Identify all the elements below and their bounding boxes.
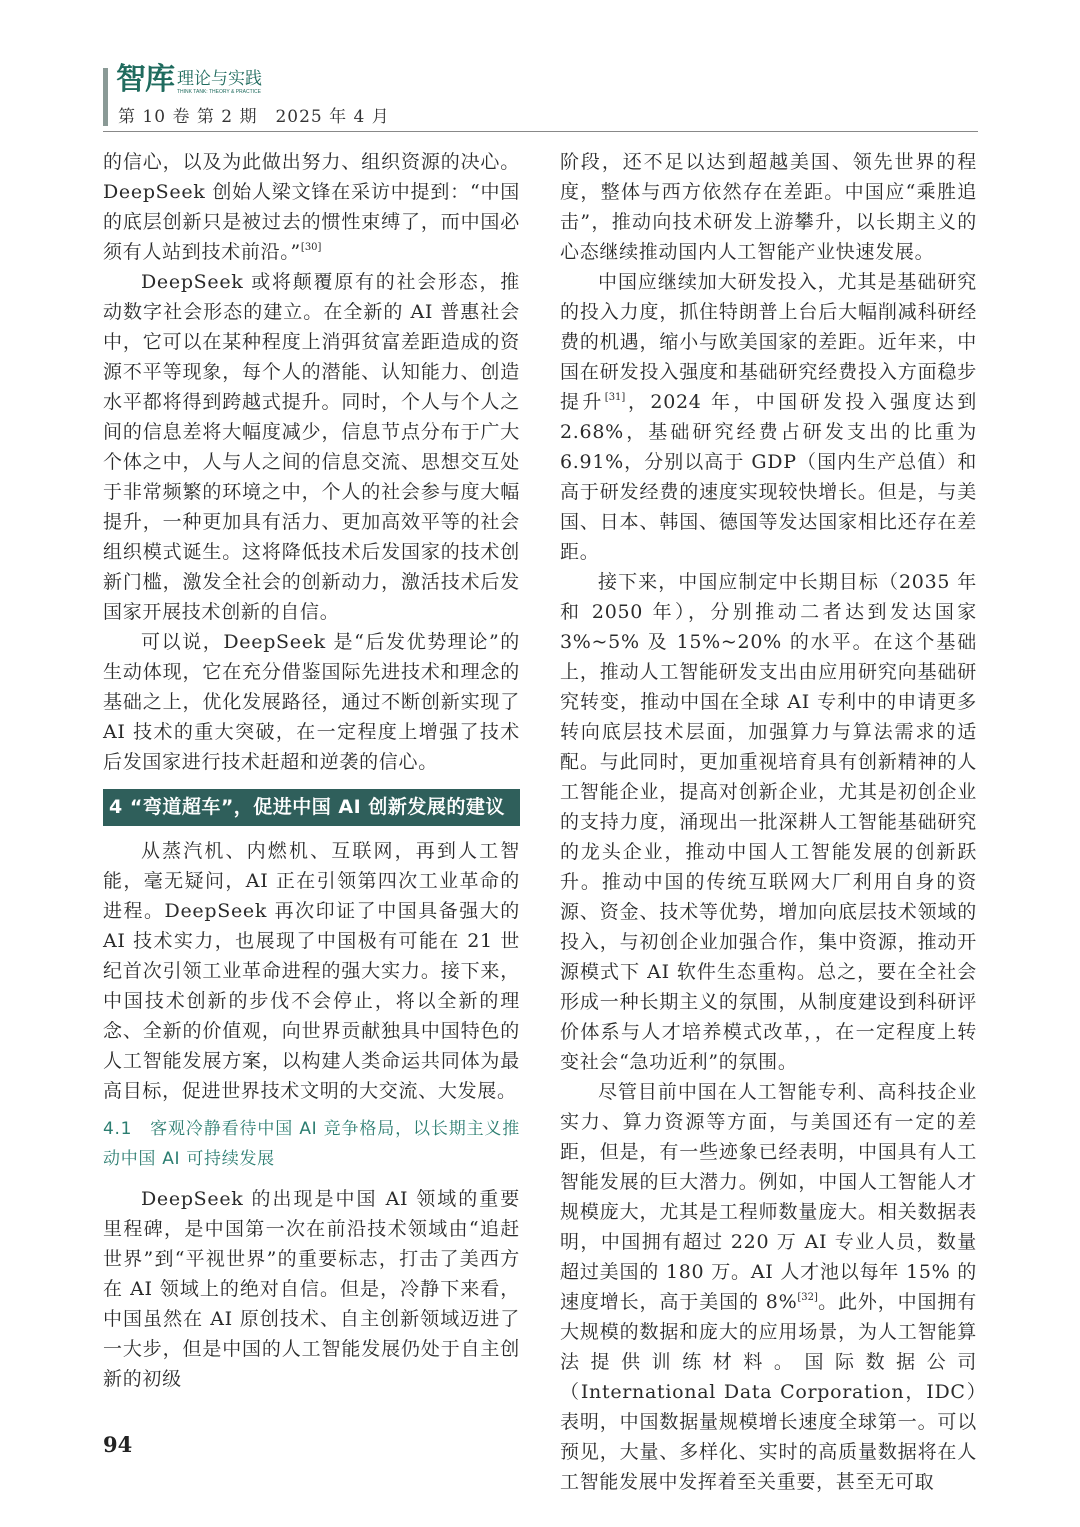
paragraph: DeepSeek 的出现是中国 AI 领域的重要里程碑，是中国第一次在前沿技术领域由“追赶世界”到“平视世界”的重要标志，打击了美西方在 AI 领域上的绝对自信。但是，冷静下来看，中国虽然在 AI 原创技术、自主创新领域迈进了一大步，但是中国的人工智能发展仍处于自主创新的初级 xyxy=(103,1188,520,1390)
left-column xyxy=(103,147,520,1394)
paragraph-text: 尽管目前中国在人工智能专利、高科技企业实力、算力资源等方面，与美国还有一定的差距，但是，有一些迹象已经表明，中国具有人工智能发展的巨大潜力。例如，中国人工智能人才规模庞大，尤其是工程师数量庞大。相关数据表明，中国拥有超过 220 万 AI 专业人员，数量超过美国的 180 万。AI 人才池以每年 15% 的速度增长，高于美国的 8% xyxy=(560,1081,977,1313)
paragraph-text: 的信心，以及为此做出努力、组织资源的决心。DeepSeek 创始人梁文锋在采访中提到：“中国的底层创新只是被过去的惯性束缚了，而中国必须有人站到技术前沿。” xyxy=(103,151,520,263)
right-column xyxy=(560,147,977,1497)
paragraph xyxy=(560,1077,977,1497)
subsection-heading: 4.1 客观冷静看待中国 AI 竞争格局，以长期主义推动中国 AI 可持续发展 xyxy=(103,1119,520,1169)
paragraph-text: 中国应继续加大研发投入，尤其是基础研究的投入力度，抓住特朗普上台后大幅削减科研经费的机遇，缩小与欧美国家的差距。近年来，中国在研发投入强度和基础研究经费投入方面稳步提升 xyxy=(560,271,977,413)
paragraph: DeepSeek 或将颠覆原有的社会形态，推动数字社会形态的建立。在全新的 AI 普惠社会中，它可以在某种程度上消弭贫富差距造成的资源不平等现象，每个人的潜能、认知能力、创造水平都将得到跨越式提升。同时，个人与个人之间的信息差将大幅度减少，信息节点分布于广大个体之中，人与人之间的信息交流、思想交互处于非常频繁的环境之中，个人的社会参与度大幅提升，一种更加具有活力、更加高效平等的社会组织模式诞生。这将降低技术后发国家的技术创新门槛，激发全社会的创新动力，激活技术后发国家开展技术创新的自信。 xyxy=(103,271,520,623)
issue-info: 第 10 卷 第 2 期 2025 年 4 月 xyxy=(118,107,390,127)
citation-ref: [30] xyxy=(300,242,322,253)
paragraph: 阶段，还不足以达到超越美国、领先世界的程度，整体与西方依然存在差距。中国应“乘胜追击”，推动向技术研发上游攀升，以长期主义的心态继续推动国内人工智能产业快速发展。 xyxy=(560,151,977,263)
paragraph-text: 。此外，中国拥有大规模的数据和庞大的应用场景，为人工智能算法提供训练材料。国际数据公司（International Data Corporation，IDC）表明，中国数据量规模增长速度全球第一。可以预见，大量、多样化、实时的高质量数据将在人工智能发展中发挥着至关重要，甚至无可取 xyxy=(560,1291,977,1493)
journal-name-cn: 理论与实践 xyxy=(177,69,262,89)
journal-logo-mark: 智库 xyxy=(116,62,174,97)
paragraph-text: ，2024 年，中国研发投入强度达到 2.68%，基础研究经费占研发支出的比重为 6.91%，分别以高于 GDP（国内生产总值）和高于研发经费的速度实现较快增长。但是，与美国、日本、韩国、德国等发达国家相比还存在差距。 xyxy=(560,391,978,563)
paragraph xyxy=(560,267,977,567)
paragraph: 可以说，DeepSeek 是“后发优势理论”的生动体现，它在充分借鉴国际先进技术和理念的基础之上，优化发展路径，通过不断创新实现了 AI 技术的重大突破，在一定程度上增强了技术后发国家进行技术赶超和逆袭的信心。 xyxy=(103,631,520,773)
journal-logo xyxy=(116,64,262,96)
header-accent-bar xyxy=(103,68,108,126)
paragraph: 从蒸汽机、内燃机、互联网，再到人工智能，毫无疑问，AI 正在引领第四次工业革命的进程。DeepSeek 再次印证了中国具备强大的 AI 技术实力，也展现了中国极有可能在 21 世纪首次引领工业革命进程的强大实力。接下来，中国技术创新的步伐不会停止，将以全新的理念、全新的价值观，向世界贡献独具中国特色的人工智能发展方案，以构建人类命运共同体为最高目标，促进世界技术文明的大交流、大发展。 xyxy=(103,840,520,1102)
citation-ref: [32] xyxy=(797,1292,818,1303)
section-heading: 4 “弯道超车”，促进中国 AI 创新发展的建议 xyxy=(103,789,520,826)
paragraph: 接下来，中国应制定中长期目标（2035 年和 2050 年），分别推动二者达到发达国家 3%~5% 及 15%~20% 的水平。在这个基础上，推动人工智能研发支出由应用研究向基础研究转变，推动中国在全球 AI 专利中的申请更多转向底层技术层面，加强算力与算法需求的适配。与此同时，更加重视培育具有创新精神的人工智能企业，提高对创新企业，尤其是初创企业的支持力度，涌现出一批深耕人工智能基础研究的龙头企业，推动中国人工智能发展的创新跃升。推动中国的传统互联网大厂利用自身的资源、资金、技术等优势，增加向底层技术领域的投入，与初创企业加强合作，集中资源，推动开源模式下 AI 软件生态重构。总之，要在全社会形成一种长期主义的氛围，从制度建设到科研评价体系与人才培养模式改革，，在一定程度上转变社会“急功近利”的氛围。 xyxy=(560,571,977,1073)
citation-ref: [31] xyxy=(604,392,626,403)
paragraph xyxy=(103,147,520,267)
header-divider xyxy=(103,131,978,132)
page-number: 94 xyxy=(103,1432,133,1457)
journal-name-en: THINK TANK: THEORY & PRACTICE xyxy=(177,89,261,95)
